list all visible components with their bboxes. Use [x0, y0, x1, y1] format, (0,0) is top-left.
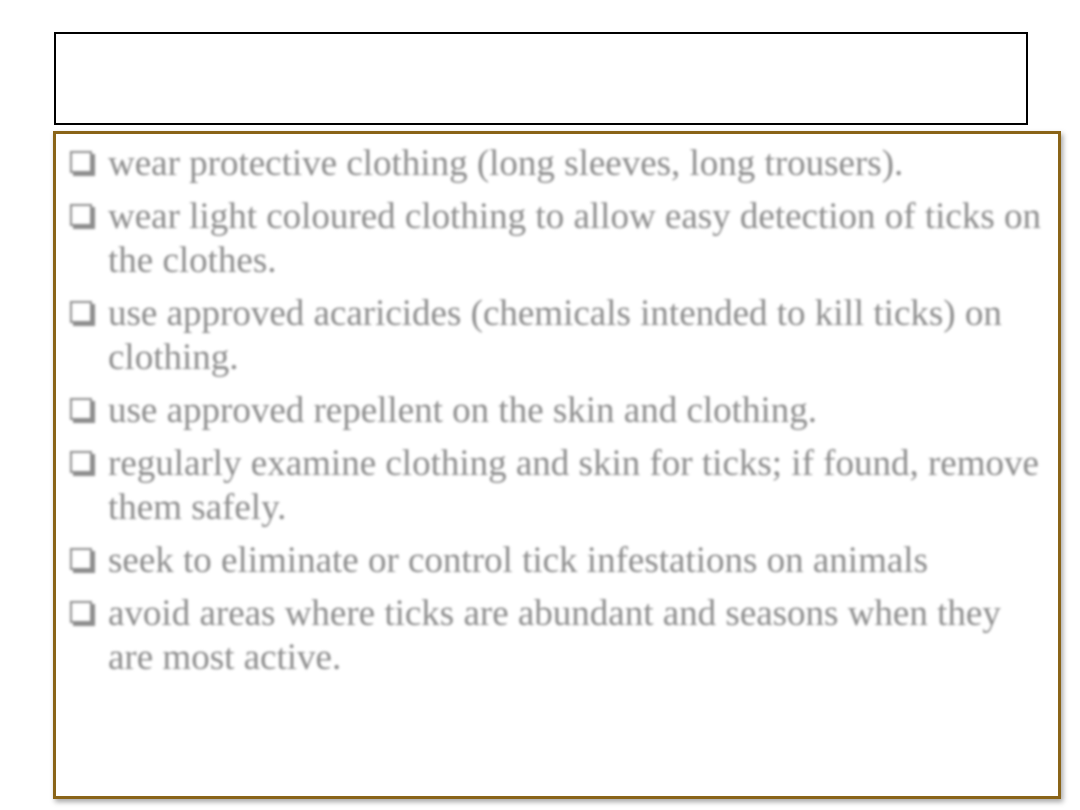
checkbox-square-icon: [70, 301, 92, 323]
checkbox-square-icon: [70, 151, 92, 173]
bullet-text: seek to eliminate or control tick infestations on animals: [108, 540, 928, 581]
list-item: [64, 142, 1054, 186]
list-item: [64, 592, 1054, 680]
bullet-text: use approved acaricides (chemicals intended to kill ticks) on clothing.: [108, 293, 1002, 378]
bullet-text: regularly examine clothing and skin for ticks; if found, remove them safely.: [108, 443, 1039, 528]
bullet-text: use approved repellent on the skin and clothing.: [108, 390, 817, 431]
checkbox-square-icon: [70, 204, 92, 226]
bullet-text: avoid areas where ticks are abundant and seasons when they are most active.: [108, 593, 1001, 678]
list-item: [64, 539, 1054, 583]
bullet-list: [64, 142, 1054, 689]
checkbox-square-icon: [70, 451, 92, 473]
list-item: [64, 442, 1054, 530]
bullet-text: wear protective clothing (long sleeves, long trousers).: [108, 143, 904, 184]
checkbox-square-icon: [70, 548, 92, 570]
content-box: [53, 131, 1061, 799]
list-item: [64, 195, 1054, 283]
list-item: [64, 292, 1054, 380]
bullet-text: wear light coloured clothing to allow easy detection of ticks on the clothes.: [108, 196, 1041, 281]
list-item: [64, 389, 1054, 433]
title-box: [54, 32, 1028, 125]
checkbox-square-icon: [70, 398, 92, 420]
checkbox-square-icon: [70, 601, 92, 623]
